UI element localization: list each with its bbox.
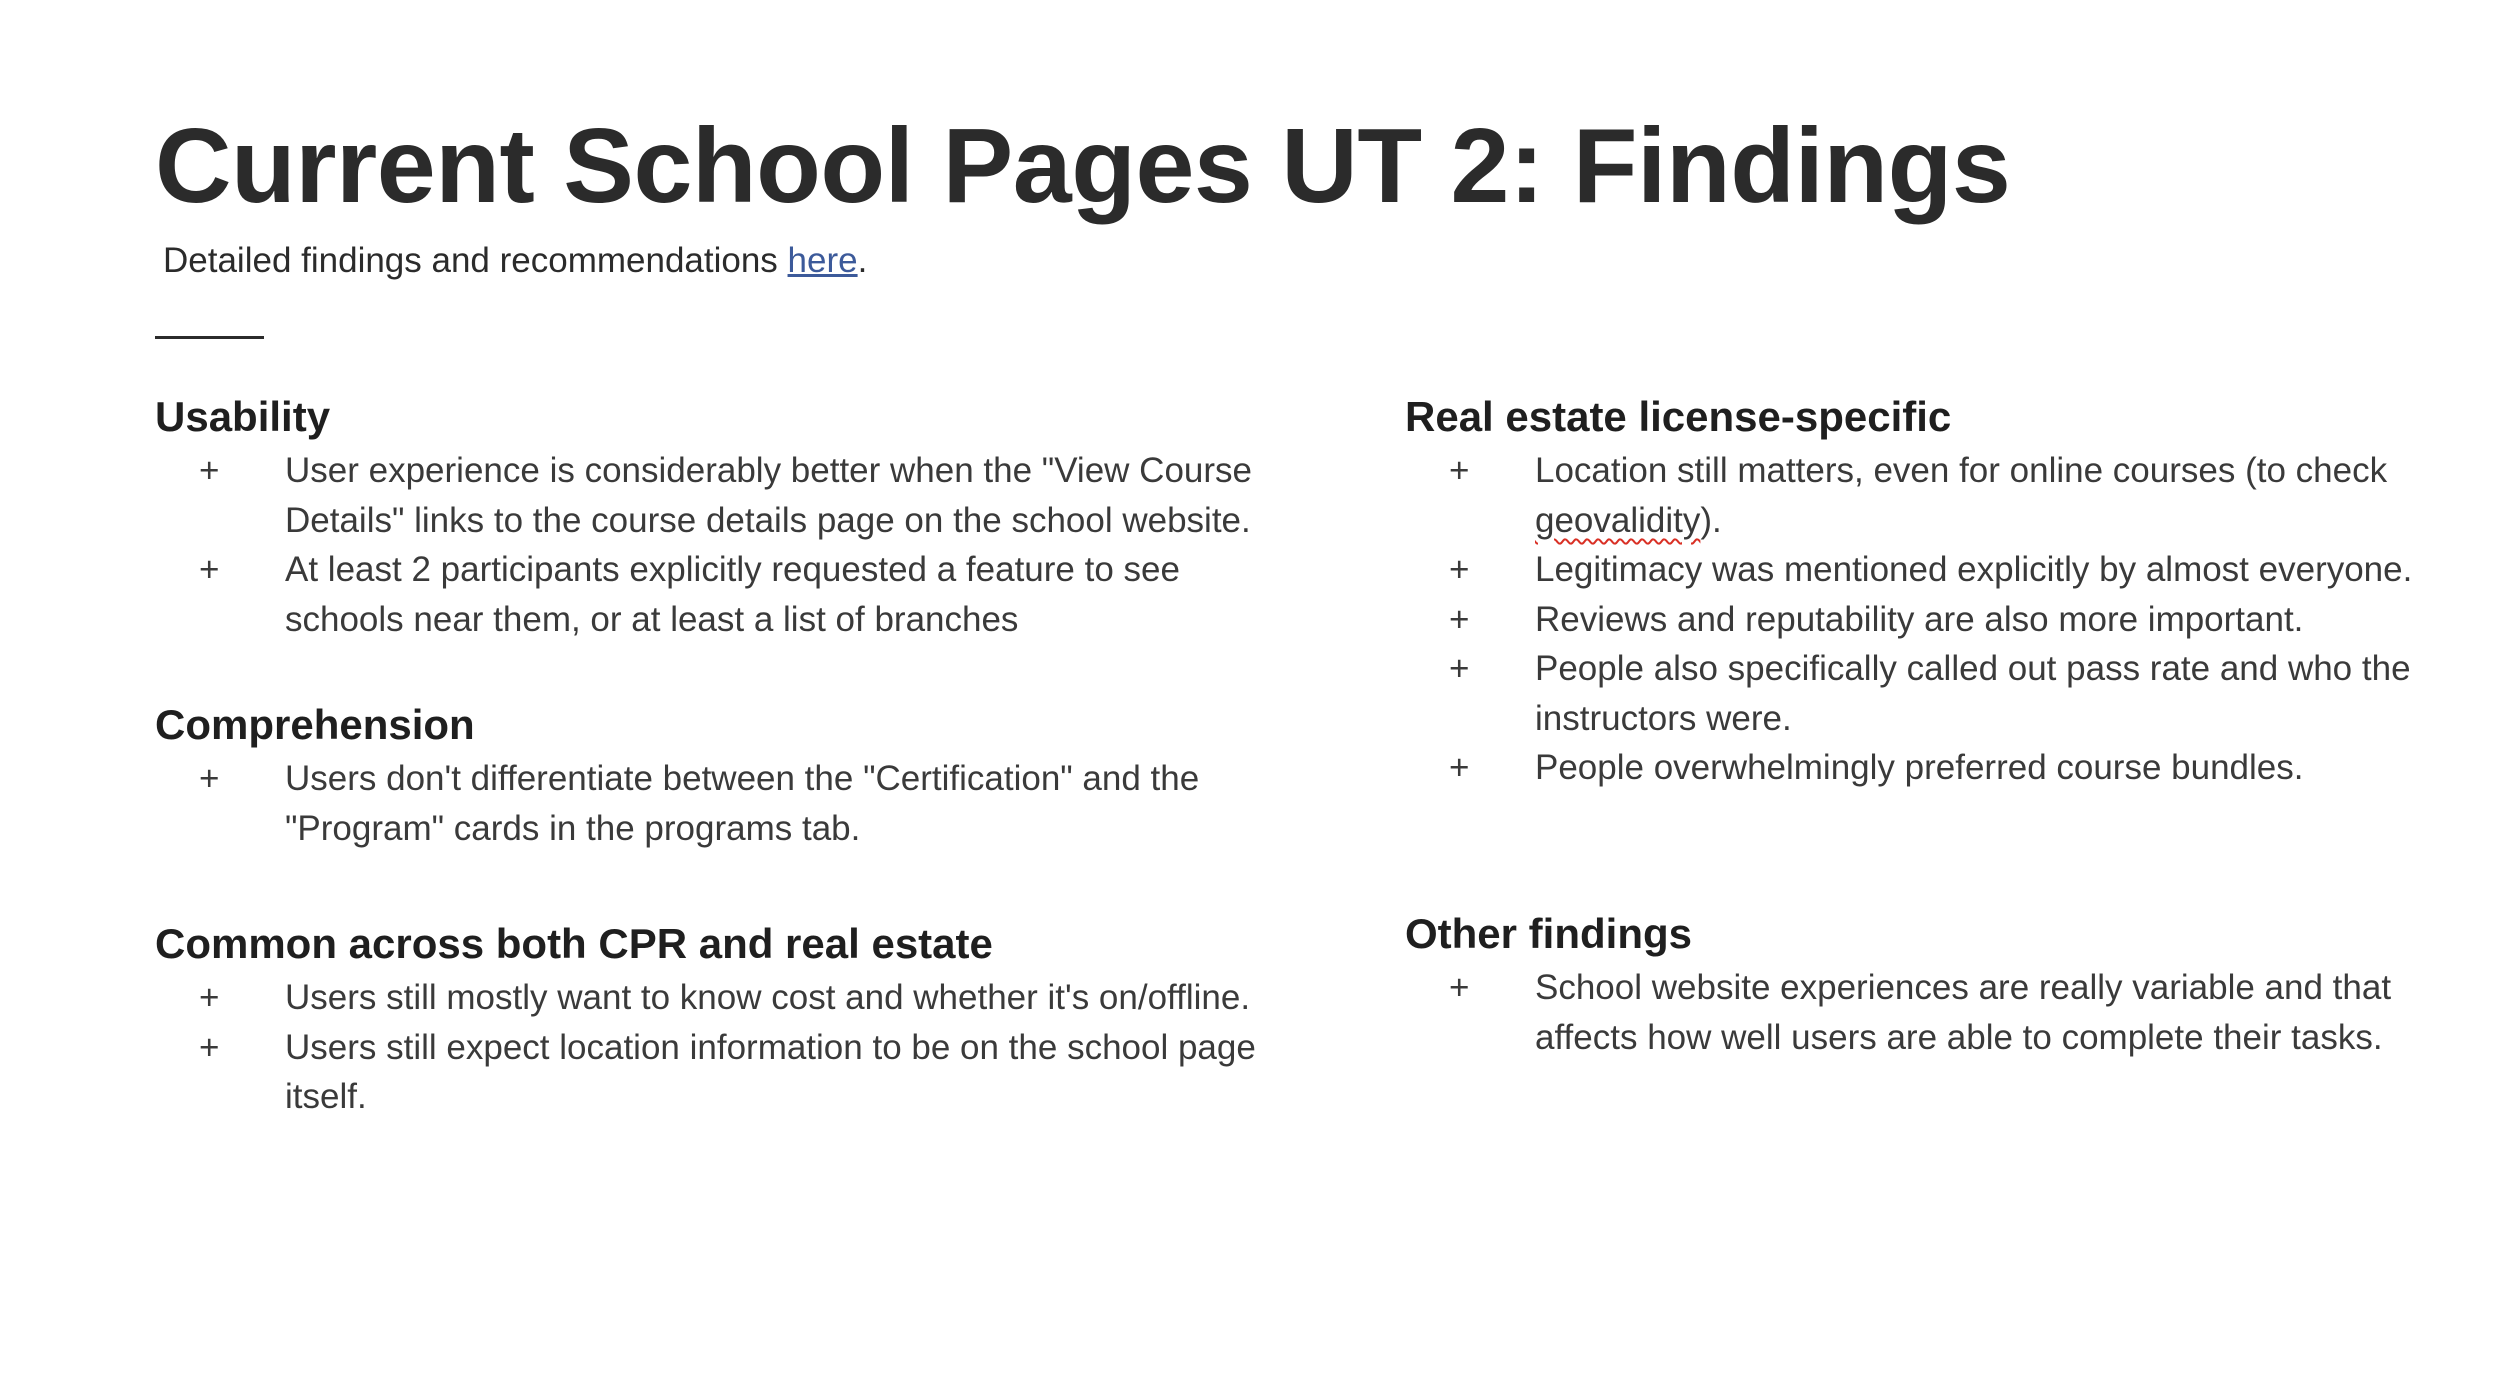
subtitle-text: Detailed findings and recommendations <box>163 241 788 280</box>
plus-bullet-icon: + <box>1449 649 1470 689</box>
plus-bullet-icon: + <box>1449 451 1470 491</box>
plus-bullet-icon: + <box>199 759 220 799</box>
subtitle-end: . <box>857 241 868 280</box>
list-item-text: Reviews and reputability are also more important. <box>1535 599 2304 639</box>
findings-link[interactable]: here <box>787 241 858 280</box>
plus-bullet-icon: + <box>1449 550 1470 590</box>
list-item-text: Legitimacy was mentioned explicitly by almost everyone. <box>1535 550 2413 590</box>
list-item-text: People also specifically called out pass rate and who the instructors were. <box>1535 649 2411 738</box>
plus-bullet-icon: + <box>1449 968 1470 1008</box>
plus-bullet-icon: + <box>199 978 220 1018</box>
bullet-list <box>1405 963 2415 1062</box>
bullet-list <box>155 446 1285 644</box>
slide-subtitle <box>163 240 867 282</box>
list-item-text: People overwhelmingly preferred course bundles. <box>1535 748 2304 788</box>
list-item <box>155 973 1285 1023</box>
list-item <box>155 754 1285 853</box>
plus-bullet-icon: + <box>199 1027 220 1067</box>
bullet-list <box>1405 446 2415 793</box>
list-item-text: School website experiences are really variable and that affects how well users are able to complete their tasks. <box>1535 968 2392 1057</box>
bullet-list <box>155 973 1285 1122</box>
section-common <box>155 919 1285 1122</box>
section-heading: Real estate license-specific <box>1405 393 1952 440</box>
section-heading: Other findings <box>1405 910 1692 957</box>
list-item <box>1405 446 2415 545</box>
section-heading: Comprehension <box>155 701 475 748</box>
slide-title: Current School Pages UT 2: Findings <box>155 107 2011 225</box>
title-divider <box>155 336 264 339</box>
plus-bullet-icon: + <box>1449 599 1470 639</box>
bullet-list <box>155 754 1285 853</box>
list-item <box>1405 595 2415 645</box>
list-item-text: User experience is considerably better when the "View Course Details" links to the course details page on the school website. <box>285 451 1252 540</box>
section-usability <box>155 392 1285 644</box>
list-item <box>155 446 1285 545</box>
list-item-text-end: ). <box>1700 500 1722 540</box>
list-item <box>155 1023 1285 1122</box>
list-item <box>155 545 1285 644</box>
list-item-text: Location still matters, even for online courses (to check <box>1535 451 2388 491</box>
list-item-text: At least 2 participants explicitly requested a feature to see schools near them, or at least a list of branches <box>285 550 1180 639</box>
section-other-findings <box>1405 909 2415 1062</box>
list-item <box>1405 644 2415 743</box>
list-item-text: Users still expect location information to be on the school page itself. <box>285 1027 1256 1117</box>
list-item <box>1405 545 2415 595</box>
list-item-text: Users don't differentiate between the "Certification" and the "Program" cards in the programs tab. <box>285 759 1200 848</box>
list-item <box>1405 743 2415 793</box>
spellcheck-flagged-word[interactable]: geovalidity <box>1535 500 1701 540</box>
section-heading: Usability <box>155 393 331 440</box>
list-item <box>1405 963 2415 1062</box>
plus-bullet-icon: + <box>199 550 220 590</box>
section-comprehension <box>155 700 1285 853</box>
plus-bullet-icon: + <box>199 451 220 491</box>
list-item-text: Users still mostly want to know cost and whether it's on/offline. <box>285 978 1251 1018</box>
plus-bullet-icon: + <box>1449 748 1470 788</box>
section-real-estate <box>1405 392 2415 793</box>
section-heading: Common across both CPR and real estate <box>155 920 993 967</box>
